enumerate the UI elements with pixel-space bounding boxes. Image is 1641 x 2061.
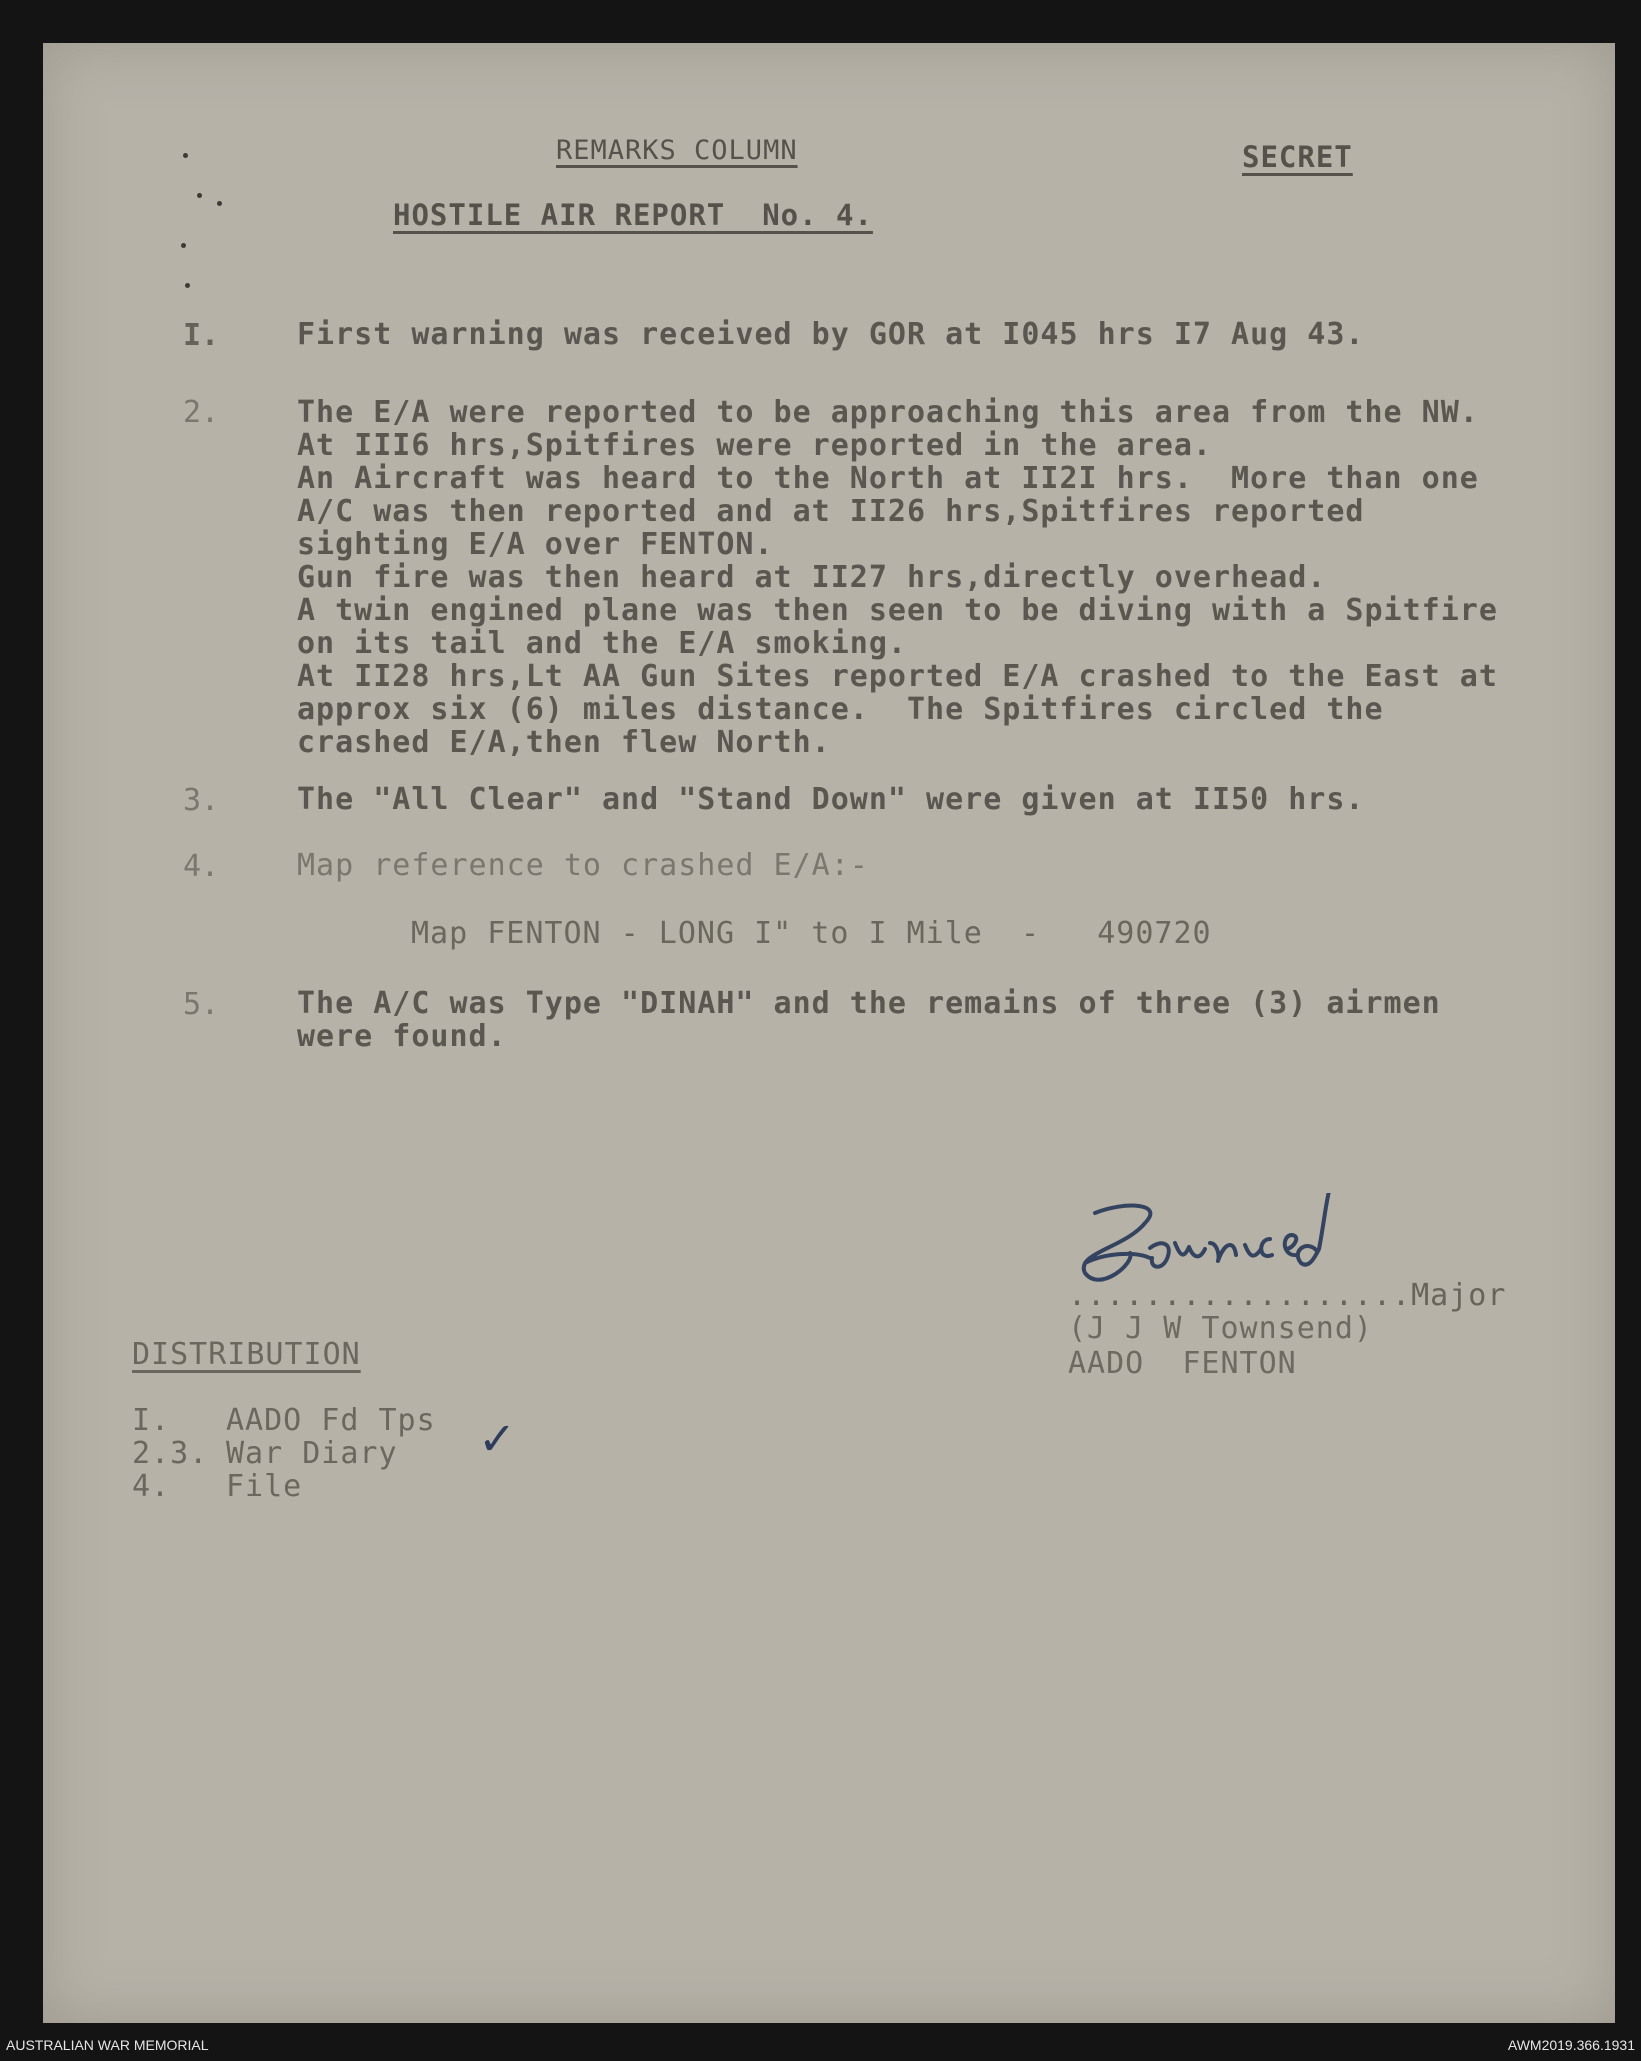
item-number: 2.: [183, 395, 220, 430]
distribution-label: File: [226, 1469, 303, 1504]
classification-label: SECRET: [1242, 140, 1353, 174]
item-text: Map reference to crashed E/A:-: [297, 848, 869, 883]
report-title: HOSTILE AIR REPORT No. 4.: [393, 198, 873, 232]
map-reference: Map FENTON - LONG I" to I Mile - 490720: [411, 916, 1212, 951]
item-text: The "All Clear" and "Stand Down" were given at II50 hrs.: [297, 782, 1365, 817]
item-number: 4.: [183, 849, 220, 884]
item-number: 5.: [183, 987, 220, 1022]
distribution-heading: DISTRIBUTION: [132, 1337, 361, 1372]
distribution-number: I.: [132, 1403, 171, 1438]
signatory-title: AADO FENTON: [1068, 1346, 1297, 1381]
signature-dotted-line: ..................Major: [1068, 1278, 1507, 1313]
item-text: First warning was received by GOR at I045 hrs I7 Aug 43.: [297, 317, 1365, 352]
footer-right-label: AWM2019.366.1931: [1507, 2037, 1635, 2053]
signatory-name: (J J W Townsend): [1068, 1311, 1373, 1346]
document-page: [43, 43, 1615, 2023]
distribution-number: 4.: [132, 1469, 171, 1504]
footer-left-label: AUSTRALIAN WAR MEMORIAL: [6, 2037, 209, 2053]
distribution-number: 2.3.: [132, 1436, 209, 1471]
distribution-label: AADO Fd Tps: [226, 1403, 436, 1438]
item-number: I.: [183, 318, 220, 353]
item-text: The A/C was Type "DINAH" and the remains of three (3) airmen were found.: [297, 986, 1441, 1054]
item-text: The E/A were reported to be approaching this area from the NW. At III6 hrs,Spitfires were reported in the area. An Aircraft was heard to the North at II2I hrs. More than one A/C was then reported and at II26 hrs,Spitfires reported sighting E/A over FENTON. Gun fire was then heard at II27 hrs,directly overhead. A twin engined plane was then seen to be diving with a Spitfire on its tail and the E/A smoking. At II28 hrs,Lt AA Gun Sites reported E/A crashed to the East at approx six (6) miles distance. The Spitfires circled the crashed E/A,then flew North.: [297, 395, 1498, 760]
check-mark: ✓: [481, 1408, 514, 1468]
column-title: REMARKS COLUMN: [556, 135, 798, 166]
item-number: 3.: [183, 783, 220, 818]
distribution-label: War Diary: [226, 1436, 398, 1471]
